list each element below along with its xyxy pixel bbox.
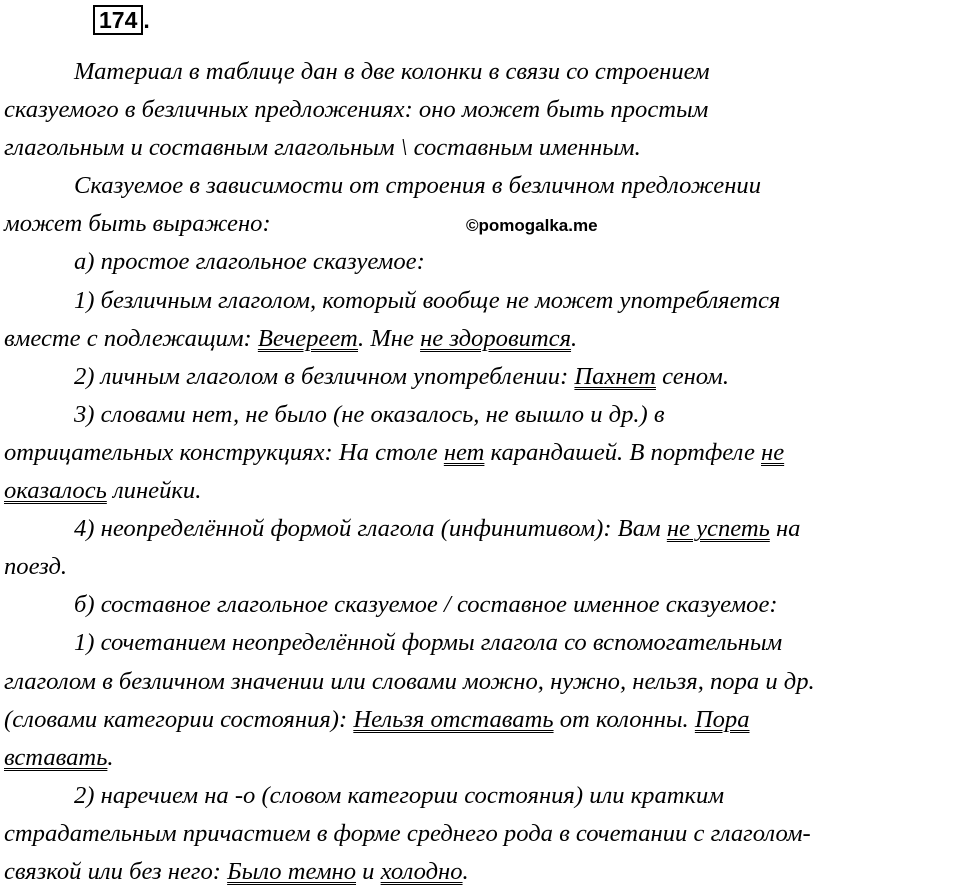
predicate-underline: Пора: [694, 705, 750, 733]
text-fragment: 2) наречием на -о (словом категории состояния) или кратким: [74, 781, 725, 809]
text-fragment: вместе с подлежащим:: [4, 324, 258, 352]
text-fragment: страдательным причастием в форме среднего рода в сочетании с глаголом-: [4, 819, 811, 847]
predicate-underline: не здоровится: [420, 324, 572, 352]
text-line: [4, 167, 960, 205]
text-line: [4, 624, 960, 662]
text-line: [4, 663, 960, 701]
text-fragment: отрицательных конструкциях: На столе: [4, 438, 444, 466]
text-fragment: может быть выражено:: [4, 210, 271, 238]
text-fragment: .: [571, 324, 578, 352]
text-fragment: глаголом в безличном значении или словами можно, нужно, нельзя, пора и др.: [4, 667, 815, 695]
text-line: [4, 739, 960, 777]
text-fragment: (словами категории состояния):: [4, 705, 354, 733]
text-line: [4, 701, 960, 739]
text-line: [4, 586, 960, 624]
text-line: [4, 472, 960, 510]
exercise-number-text: 174: [99, 7, 138, 33]
text-line: [4, 205, 960, 243]
text-line: [4, 129, 960, 167]
text-line: [4, 396, 960, 434]
text-line: [4, 358, 960, 396]
watermark: ©pomogalka.me: [466, 216, 598, 235]
predicate-underline: холодно: [380, 857, 463, 885]
predicate-underline: Вечереет: [257, 324, 359, 352]
predicate-underline: Было темно: [227, 857, 357, 885]
predicate-underline: Нельзя отставать: [353, 705, 554, 733]
exercise-number: 174 .: [93, 5, 150, 35]
text-fragment: сеном.: [655, 362, 730, 390]
text-line: [4, 548, 960, 586]
text-fragment: и: [356, 857, 381, 885]
text-fragment: линейки.: [106, 477, 202, 505]
predicate-underline: не успеть: [666, 515, 770, 543]
text-line: [4, 815, 960, 853]
text-line: [4, 282, 960, 320]
predicate-underline: оказалось: [4, 477, 107, 505]
text-fragment: 4) неопределённой формой глагола (инфинитивом): Вам: [74, 515, 667, 543]
text-fragment: Материал в таблице дан в две колонки в связи со строением: [74, 58, 710, 85]
text-fragment: 3) словами нет, не было (не оказалось, не вышло и др.) в: [74, 400, 665, 428]
text-line: [4, 853, 960, 891]
text-fragment: Сказуемое в зависимости от строения в безличном предложении: [74, 172, 762, 200]
text-fragment: . Мне: [358, 324, 421, 352]
text-fragment: 1) сочетанием неопределённой формы глагола со вспомогательным: [74, 629, 783, 657]
text-line: [4, 510, 960, 548]
text-line: [4, 243, 960, 281]
text-line: [4, 777, 960, 815]
text-fragment: 2) личным глаголом в безличном употреблении:: [74, 362, 575, 390]
predicate-underline: не: [761, 438, 785, 466]
text-fragment: от колонны.: [553, 705, 695, 733]
exercise-text: [4, 53, 960, 891]
text-fragment: сказуемого в безличных предложениях: оно может быть простым: [4, 96, 709, 124]
text-line: [4, 320, 960, 358]
text-fragment: .: [107, 743, 114, 771]
text-fragment: карандашей. В портфеле: [484, 438, 762, 466]
text-fragment: на: [769, 515, 801, 543]
text-line: [4, 91, 960, 129]
text-fragment: связкой или без него:: [4, 857, 228, 885]
predicate-underline: Пахнет: [574, 362, 656, 390]
text-fragment: 1) безличным глаголом, который вообще не может употребляется: [74, 286, 781, 314]
predicate-underline: нет: [443, 438, 485, 466]
text-fragment: .: [462, 857, 469, 885]
text-fragment: поезд.: [4, 553, 68, 581]
predicate-underline: вставать: [4, 743, 108, 771]
text-fragment: а) простое глагольное сказуемое:: [74, 248, 425, 276]
text-fragment: б) составное глагольное сказуемое / составное именное сказуемое:: [74, 591, 778, 619]
text-line: [4, 434, 960, 472]
text-line: [4, 53, 960, 91]
text-fragment: глагольным и составным глагольным \ составным именным.: [4, 134, 641, 162]
